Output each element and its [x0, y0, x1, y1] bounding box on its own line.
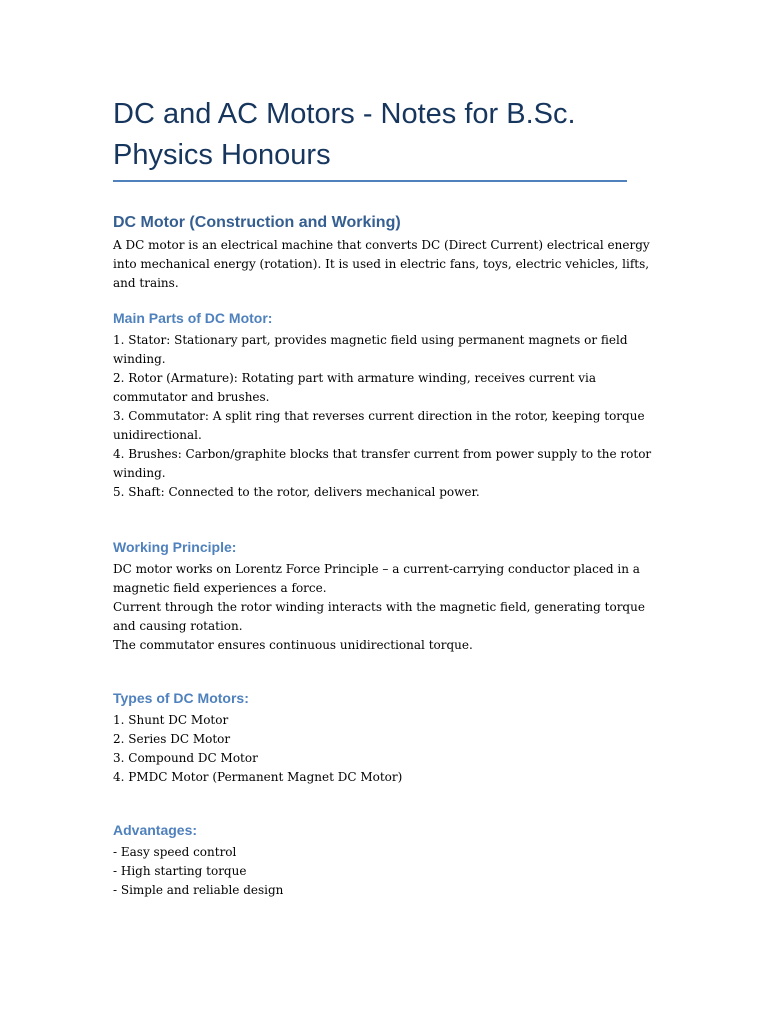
list-item: 1. Stator: Stationary part, provides magnetic field using permanent magnets or field winding. — [113, 333, 628, 366]
title-underline — [113, 180, 627, 182]
list-item: 4. Brushes: Carbon/graphite blocks that transfer current from power supply to the rotor winding. — [113, 447, 652, 480]
paragraph-line: The commutator ensures continuous unidirectional torque. — [113, 638, 473, 652]
advantages-section — [113, 820, 653, 900]
list-item: - Easy speed control — [113, 845, 237, 859]
advantages-heading: Advantages: — [113, 822, 198, 838]
document-title: DC and AC Motors - Notes for B.Sc. Physics Honours — [113, 98, 576, 171]
list-item: 4. PMDC Motor (Permanent Magnet DC Motor) — [113, 770, 403, 784]
main-parts-section — [113, 308, 653, 502]
list-item: 3. Compound DC Motor — [113, 751, 258, 765]
list-item: - Simple and reliable design — [113, 883, 284, 897]
paragraph-line: DC motor works on Lorentz Force Principle – a current-carrying conductor placed in a magnetic field experiences a force. — [113, 562, 640, 595]
list-item: - High starting torque — [113, 864, 247, 878]
list-item: 2. Series DC Motor — [113, 732, 231, 746]
dc-motor-section — [113, 212, 653, 293]
list-item: 3. Commutator: A split ring that reverses current direction in the rotor, keeping torque unidirectional. — [113, 409, 645, 442]
list-item: 1. Shunt DC Motor — [113, 713, 229, 727]
list-item: 2. Rotor (Armature): Rotating part with armature winding, receives current via commutator and brushes. — [113, 371, 597, 404]
main-parts-heading: Main Parts of DC Motor: — [113, 310, 273, 326]
types-list — [113, 711, 653, 787]
main-parts-list — [113, 331, 653, 502]
types-heading: Types of DC Motors: — [113, 690, 249, 706]
working-principle-section — [113, 537, 653, 655]
working-principle-heading: Working Principle: — [113, 539, 237, 555]
dc-motor-intro: A DC motor is an electrical machine that converts DC (Direct Current) electrical energy into mechanical energy (rotation). It is used in electric fans, toys, electric vehicles, lifts, and trains. — [113, 238, 650, 290]
working-principle-text — [113, 560, 653, 655]
paragraph-line: Current through the rotor winding interacts with the magnetic field, generating torque and causing rotation. — [113, 600, 645, 633]
types-section — [113, 688, 653, 787]
list-item: 5. Shaft: Connected to the rotor, delivers mechanical power. — [113, 485, 480, 499]
advantages-list — [113, 843, 653, 900]
dc-motor-heading: DC Motor (Construction and Working) — [113, 214, 401, 231]
